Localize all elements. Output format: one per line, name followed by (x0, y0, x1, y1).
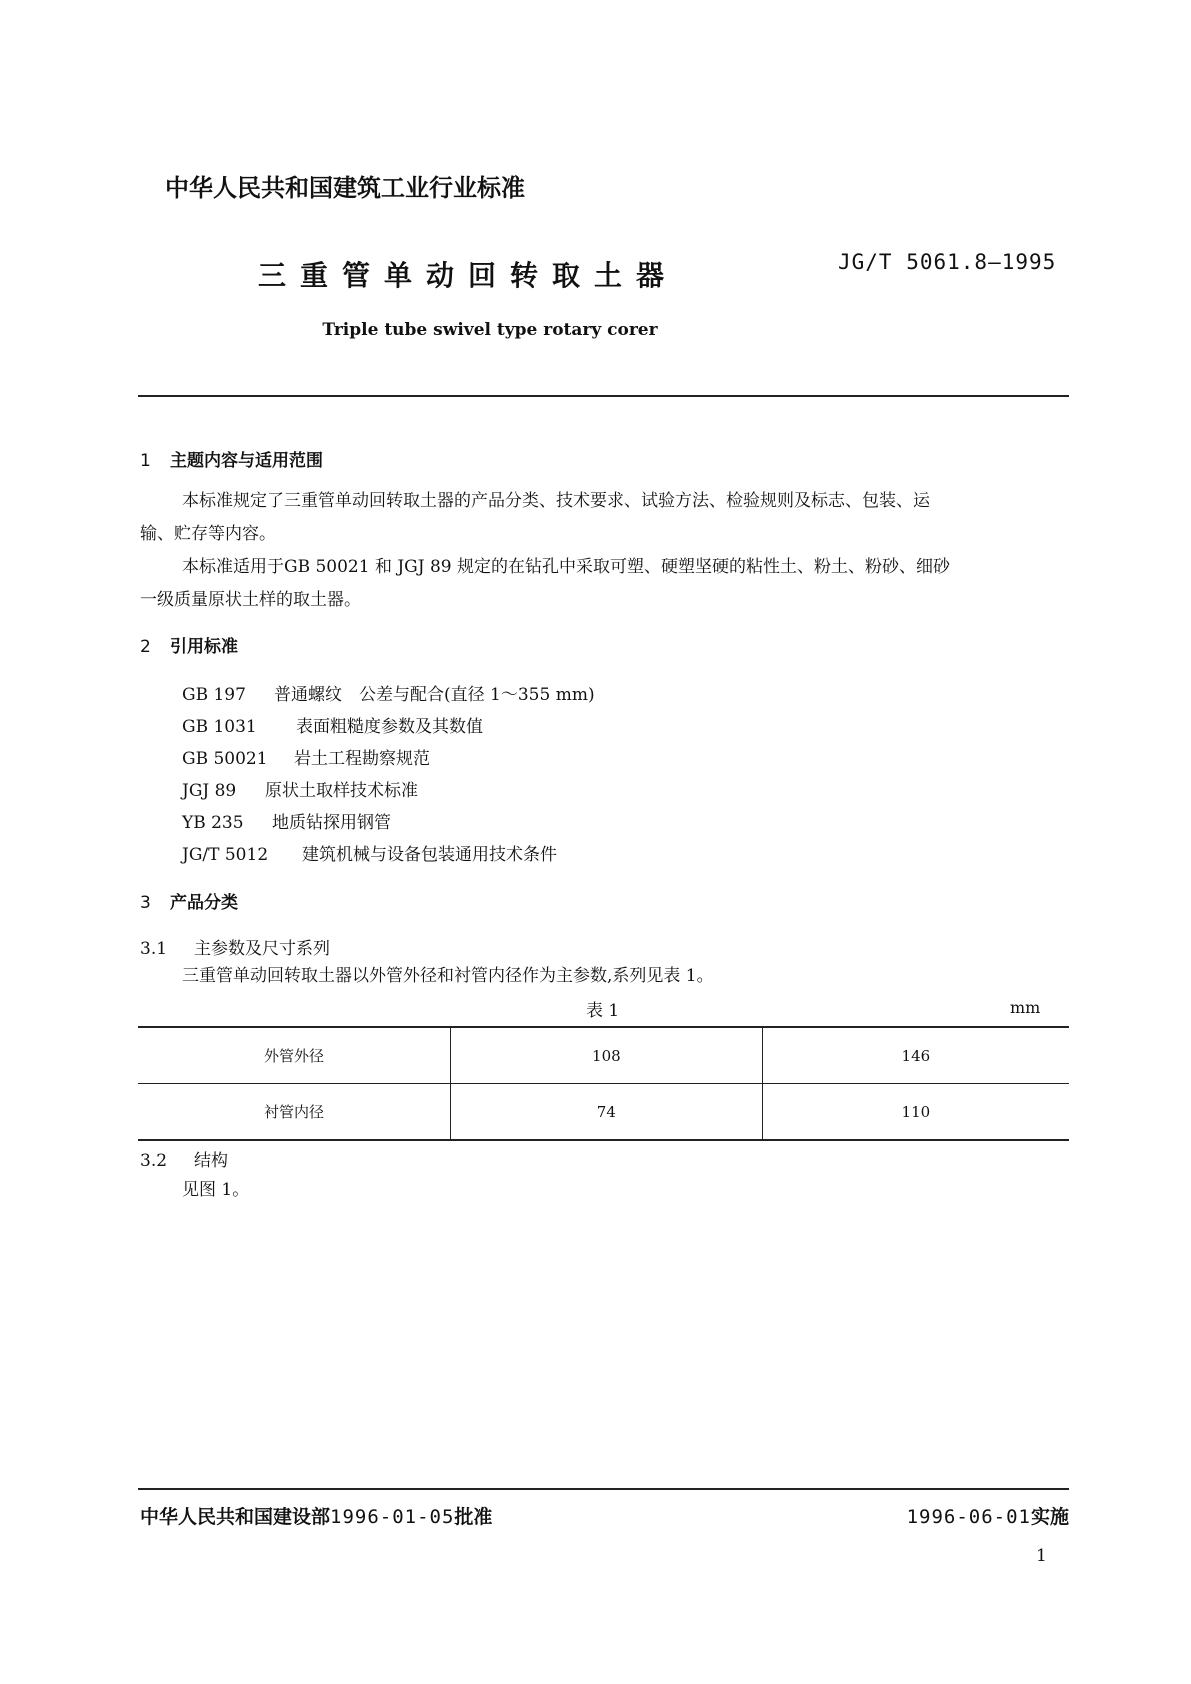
subsection-3-1-heading (140, 934, 330, 959)
reference-code: JG/T 5012 (182, 845, 269, 865)
table-cell: 108 (451, 1027, 763, 1084)
reference-item (182, 680, 595, 705)
subsection-3-2-heading (140, 1146, 228, 1171)
section-3-heading (140, 888, 238, 913)
subsection-number: 3.2 (140, 1151, 168, 1171)
org-title: 中华人民共和国建筑工业行业标准 (165, 174, 525, 202)
parameter-table (138, 1026, 1069, 1141)
section-number: 3 (140, 893, 151, 913)
reference-item (182, 776, 418, 801)
reference-item (182, 744, 430, 769)
table-cell: 146 (762, 1027, 1069, 1084)
reference-code: YB 235 (182, 813, 244, 833)
paragraph: 本标准规定了三重管单动回转取土器的产品分类、技术要求、试验方法、检验规则及标志、包装、运 (182, 491, 930, 511)
reference-name: 地质钻探用钢管 (272, 813, 391, 833)
table-cell-label: 衬管内径 (138, 1084, 451, 1141)
reference-item (182, 712, 483, 737)
reference-code: GB 1031 (182, 717, 257, 737)
table-cell: 110 (762, 1084, 1069, 1141)
approval-line (140, 1502, 492, 1529)
approve-word: 批准 (454, 1506, 493, 1528)
section-title: 引用标准 (170, 637, 238, 657)
reference-name: 表面粗糙度参数及其数值 (296, 717, 483, 737)
issuer: 中华人民共和国建设部 (140, 1506, 331, 1528)
approve-date: 1996-01-05 (330, 1506, 455, 1528)
reference-name: 普通螺纹 公差与配合(直径 1～355 mm) (274, 685, 595, 705)
section-1-heading (140, 446, 323, 471)
paragraph-continuation: 一级质量原状土样的取土器。 (140, 590, 361, 610)
effective-word: 实施 (1030, 1506, 1069, 1528)
section-title: 产品分类 (170, 893, 238, 913)
reference-name: 建筑机械与设备包装通用技术条件 (302, 845, 557, 865)
table-row (138, 1084, 1069, 1141)
page-number: 1 (1036, 1546, 1047, 1566)
standard-name: 三重管单动回转取土器 (258, 259, 679, 292)
standard-code: JG/T 5061.8—1995 (838, 250, 1057, 274)
footer-divider (138, 1488, 1069, 1490)
effective-line (907, 1502, 1069, 1529)
table-row (138, 1027, 1069, 1084)
table-unit: mm (1010, 998, 1041, 1017)
paragraph-continuation: 输、贮存等内容。 (140, 524, 276, 544)
paragraph: 三重管单动回转取土器以外管外径和衬管内径作为主参数,系列见表 1。 (182, 966, 714, 986)
paragraph: 见图 1。 (182, 1180, 250, 1200)
section-title: 主题内容与适用范围 (170, 451, 323, 471)
subsection-title: 主参数及尺寸系列 (194, 939, 330, 959)
reference-code: GB 50021 (182, 749, 268, 769)
reference-item (182, 808, 391, 833)
reference-name: 原状土取样技术标准 (265, 781, 418, 801)
reference-name: 岩土工程勘察规范 (294, 749, 430, 769)
reference-item (182, 840, 557, 865)
section-2-heading (140, 632, 238, 657)
subsection-title: 结构 (194, 1151, 228, 1171)
table-cell: 74 (451, 1084, 763, 1141)
table-cell-label: 外管外径 (138, 1027, 451, 1084)
header-divider (138, 395, 1069, 397)
paragraph: 本标准适用于GB 50021 和 JGJ 89 规定的在钻孔中采取可塑、硬塑坚硬的粘性土、粉土、粉砂、细砂 (182, 557, 951, 577)
english-title: Triple tube swivel type rotary corer (322, 320, 658, 340)
effective-date: 1996-06-01 (906, 1506, 1031, 1528)
section-number: 1 (140, 451, 151, 471)
subsection-number: 3.1 (140, 939, 168, 959)
reference-code: GB 197 (182, 685, 246, 705)
reference-code: JGJ 89 (182, 781, 237, 801)
table-caption: 表 1 (586, 1001, 620, 1021)
section-number: 2 (140, 637, 151, 657)
